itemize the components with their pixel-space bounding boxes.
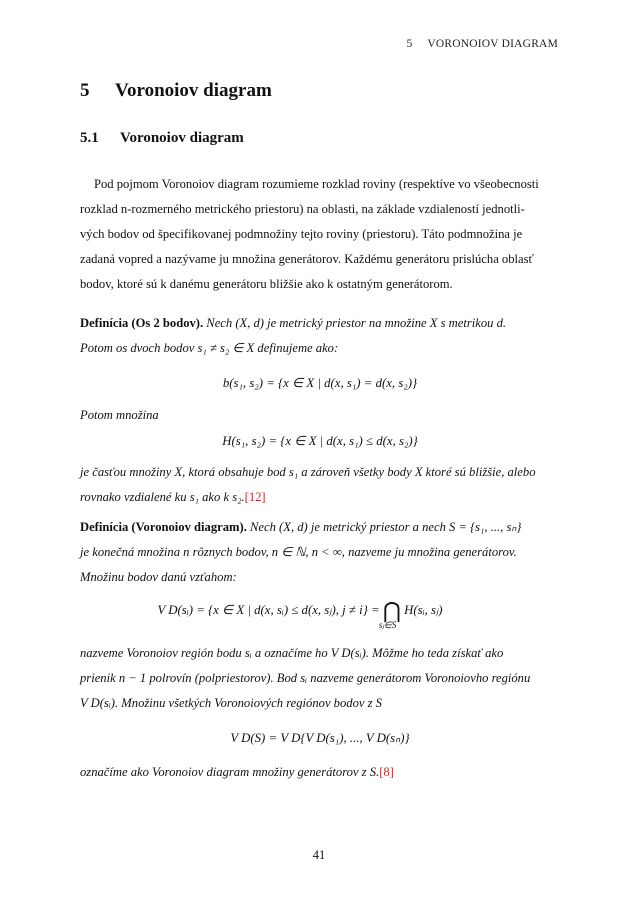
definition-axis-continued [80,403,560,428]
definition-axis [80,311,560,361]
equation-voronoi-region-left: V D(sᵢ) = {x ∈ X | d(x, sᵢ) ≤ d(x, sⱼ), j ≠ i} = [157,603,380,617]
definition-voronoi-heading: Definícia (Voronoiov diagram). [80,520,247,534]
equation-bisector: b(s₁, s₂) = {x ∈ X | d(x, s₁) = d(x, s₂)} [222,376,418,390]
intro-line: rozklad n-rozmerného metrického priestoru) na oblasti, na základe vzdialeností jednotli- [80,202,525,216]
equation-voronoi-region-right: H(sᵢ, sⱼ) [404,603,443,617]
running-head [407,38,558,50]
definition-axis-line: rovnako vzdialené ku s₁ ako k s₂. [80,490,245,504]
equation-halfplane: H(s₁, s₂) = {x ∈ X | d(x, s₁) ≤ d(x, s₂)} [222,434,418,448]
definition-axis-tail [80,460,560,510]
definition-axis-line: Potom os dvoch bodov s₁ ≠ s₂ ∈ X definujeme ako: [80,341,339,355]
definition-voronoi-line: prienik n − 1 polrovín (polpriestorov). Bod sᵢ nazveme generátorom Voronoiovho regiónu [80,671,531,685]
definition-voronoi [80,515,560,590]
definition-axis-line: Nech (X, d) je metrický priestor na množine X s metrikou d. [206,316,507,330]
intro-line: vých bodov od špecifikovanej podmnožiny tejto roviny (priestoru). Táto podmnožina je [80,227,523,241]
equation-voronoi-region [60,598,540,630]
definition-voronoi-line: Nech (X, d) je metrický priestor a nech S = {s₁, ..., sₙ} [250,520,522,534]
intersection-subscript: sⱼ∈S [378,620,397,630]
citation-link[interactable]: [8] [379,765,394,779]
intro-line: bodov, ktoré sú k danému generátoru bližšie ako k ostatným generátorom. [80,277,453,291]
definition-voronoi-line: označíme ako Voronoiov diagram množiny generátorov z S. [80,765,380,779]
running-head-number: 5 [406,38,413,50]
intro-line: zadaná vopred a nazývame ju množina generátorov. Každému generátoru prislúcha oblasť [80,252,534,266]
definition-voronoi-body [80,641,560,716]
section-number: 5 [80,80,90,101]
definition-voronoi-tail [80,760,560,785]
subsection-heading [80,130,244,147]
definition-voronoi-line: je konečná množina n rôznych bodov, n ∈ ℕ, n < ∞, nazveme ju množina generátorov. [80,545,517,559]
page-number: 41 [312,848,326,862]
running-head-title: VORONOIOV DIAGRAM [427,38,558,50]
section-title: Voronoiov diagram [115,80,272,101]
citation-link[interactable]: [12] [244,490,266,504]
definition-axis-heading: Definícia (Os 2 bodov). [80,316,204,330]
definition-voronoi-line: Množinu bodov danú vzťahom: [80,570,237,584]
equation-voronoi-diagram: V D(S) = V D{V D(s₁), ..., V D(sₙ)} [230,731,410,745]
section-heading [80,80,272,102]
definition-axis-line: Potom množina [80,408,159,422]
subsection-number: 5.1 [80,130,99,146]
intro-paragraph [80,172,560,297]
intro-line: Pod pojmom Voronoiov diagram rozumieme rozklad roviny (respektíve vo všeobecnosti [94,177,539,191]
definition-axis-line: je časťou množiny X, ktorá obsahuje bod s₁ a zároveň všetky body X ktoré sú bližšie, alebo [80,465,536,479]
definition-voronoi-line: V D(sᵢ). Množinu všetkých Voronoiových regiónov bodov z S [80,696,382,710]
subsection-title: Voronoiov diagram [120,130,244,146]
definition-voronoi-line: nazveme Voronoiov región bodu sᵢ a označíme ho V D(sᵢ). Môžme ho teda získať ako [80,646,504,660]
big-intersection-symbol: ⋂ sⱼ∈S [378,598,401,630]
